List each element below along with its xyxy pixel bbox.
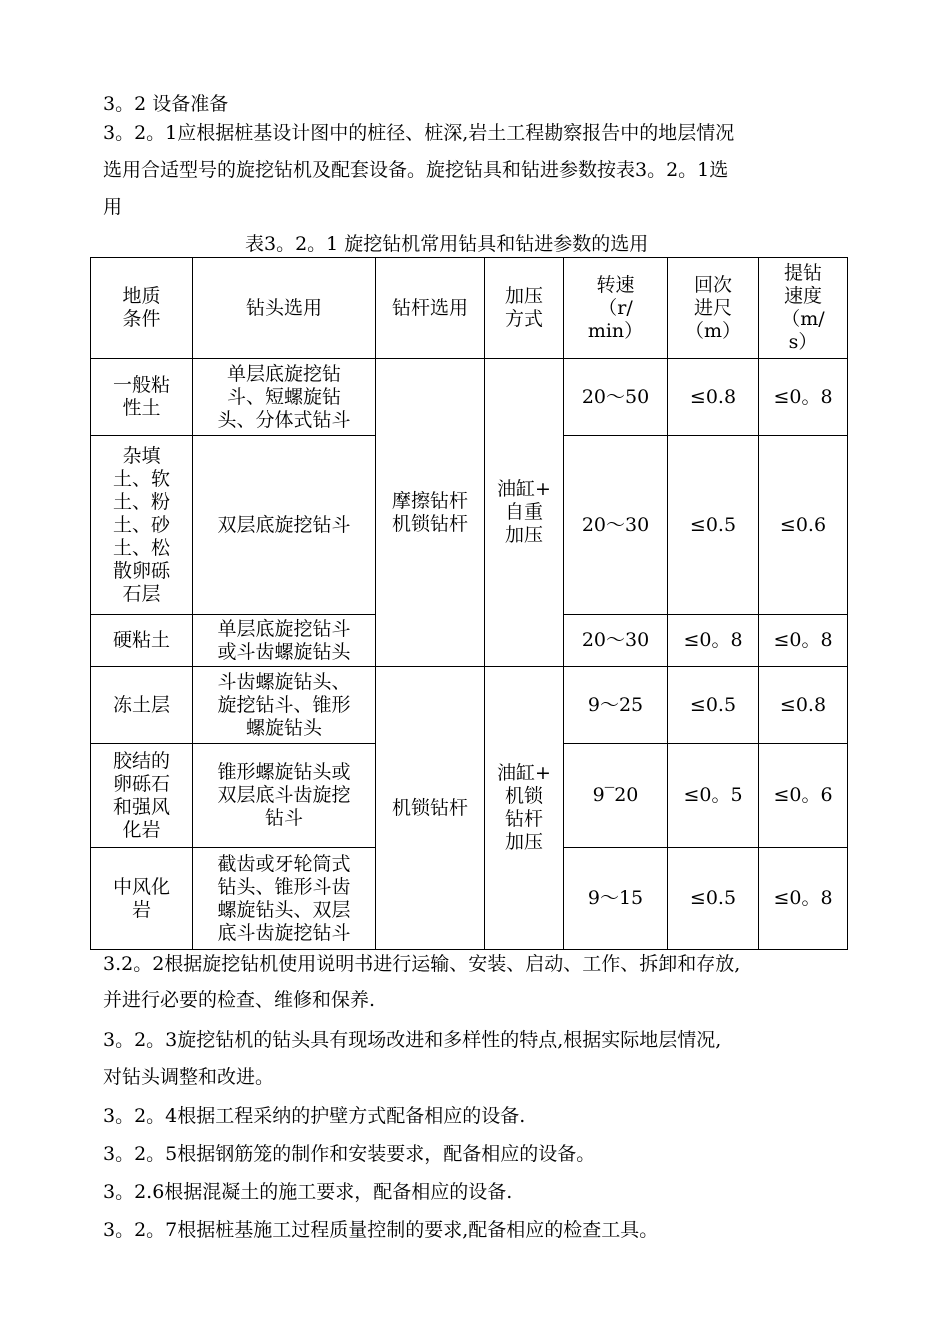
footage-cell: ≤0.5 xyxy=(668,848,759,950)
speed-cell: 9～15 xyxy=(564,848,668,950)
table-header-row xyxy=(91,258,848,359)
bit-cell: 锥形螺旋钻头或 双层底斗齿旋挖 钻斗 xyxy=(193,744,376,848)
bit-cell: 单层底旋挖钻斗 或斗齿螺旋钻头 xyxy=(193,615,376,667)
speed-cell: 9‾20 xyxy=(564,744,668,848)
rod-cell: 机锁钻杆 xyxy=(376,667,485,950)
footage-cell: ≤0.5 xyxy=(668,667,759,744)
paragraph-3-2-6: 3。2.6根据混凝土的施工要求，配备相应的设备. xyxy=(103,1181,513,1203)
bit-cell: 双层底旋挖钻斗 xyxy=(193,436,376,615)
bit-cell: 截齿或牙轮筒式 钻头、锥形斗齿 螺旋钻头、双层 底斗齿旋挖钻斗 xyxy=(193,848,376,950)
geology-cell: 一般粘 性土 xyxy=(91,359,193,436)
header-geology: 地质 条件 xyxy=(91,258,193,359)
paragraph-3-2-2-line-1: 3.2。2根据旋挖钻机使用说明书进行运输、安装、启动、工作、拆卸和存放, xyxy=(103,953,741,975)
table-row xyxy=(91,359,848,436)
rod-cell: 摩擦钻杆 机锁钻杆 xyxy=(376,359,485,667)
table-row xyxy=(91,667,848,744)
header-footage: 回次 进尺 （m） xyxy=(668,258,759,359)
section-heading: 3。2 设备准备 xyxy=(103,93,229,115)
bit-cell: 单层底旋挖钻 斗、短螺旋钻 头、分体式钻斗 xyxy=(193,359,376,436)
paragraph-3-2-1-line-1: 3。2。1应根据桩基设计图中的桩径、桩深,岩土工程勘察报告中的地层情况 xyxy=(103,122,735,144)
lift-speed-cell: ≤0。8 xyxy=(759,359,848,436)
header-speed: 转速 （r/ min） xyxy=(564,258,668,359)
pressure-cell: 油缸+ 机锁 钻杆 加压 xyxy=(485,667,564,950)
paragraph-3-2-7: 3。2。7根据桩基施工过程质量控制的要求,配备相应的检查工具。 xyxy=(103,1219,659,1241)
speed-cell: 20～30 xyxy=(564,436,668,615)
paragraph-3-2-2-line-2: 并进行必要的检查、维修和保养. xyxy=(103,989,376,1011)
geology-cell: 中风化 岩 xyxy=(91,848,193,950)
geology-cell: 杂填 土、软 土、粉 土、砂 土、松 散卵砾 石层 xyxy=(91,436,193,615)
pressure-cell: 油缸+ 自重 加压 xyxy=(485,359,564,667)
header-lift-speed: 提钻 速度 （m/ s） xyxy=(759,258,848,359)
speed-cell: 20～30 xyxy=(564,615,668,667)
paragraph-3-2-3-line-2: 对钻头调整和改进。 xyxy=(103,1066,275,1088)
drill-parameter-table xyxy=(90,257,848,950)
lift-speed-cell: ≤0。8 xyxy=(759,615,848,667)
geology-cell: 胶结的 卵砾石 和强风 化岩 xyxy=(91,744,193,848)
lift-speed-cell: ≤0。8 xyxy=(759,848,848,950)
geology-cell: 硬粘土 xyxy=(91,615,193,667)
speed-cell: 20～50 xyxy=(564,359,668,436)
header-rod: 钻杆选用 xyxy=(376,258,485,359)
footage-cell: ≤0.8 xyxy=(668,359,759,436)
paragraph-3-2-1-line-3: 用 xyxy=(103,196,123,218)
footage-cell: ≤0。5 xyxy=(668,744,759,848)
paragraph-3-2-3-line-1: 3。2。3旋挖钻机的钻头具有现场改进和多样性的特点,根据实际地层情况, xyxy=(103,1029,722,1051)
lift-speed-cell: ≤0.8 xyxy=(759,667,848,744)
footage-cell: ≤0.5 xyxy=(668,436,759,615)
bit-cell: 斗齿螺旋钻头、 旋挖钻斗、锥形 螺旋钻头 xyxy=(193,667,376,744)
lift-speed-cell: ≤0.6 xyxy=(759,436,848,615)
lift-speed-cell: ≤0。6 xyxy=(759,744,848,848)
paragraph-3-2-1-line-2: 选用合适型号的旋挖钻机及配套设备。旋挖钻具和钻进参数按表3。2。1选 xyxy=(103,159,729,181)
table-caption: 表3。2。1 旋挖钻机常用钻具和钻进参数的选用 xyxy=(245,233,649,255)
paragraph-3-2-4: 3。2。4根据工程采纳的护壁方式配备相应的设备. xyxy=(103,1105,526,1127)
header-bit: 钻头选用 xyxy=(193,258,376,359)
header-pressure: 加压 方式 xyxy=(485,258,564,359)
footage-cell: ≤0。8 xyxy=(668,615,759,667)
geology-cell: 冻土层 xyxy=(91,667,193,744)
paragraph-3-2-5: 3。2。5根据钢筋笼的制作和安装要求，配备相应的设备。 xyxy=(103,1143,596,1165)
speed-cell: 9～25 xyxy=(564,667,668,744)
